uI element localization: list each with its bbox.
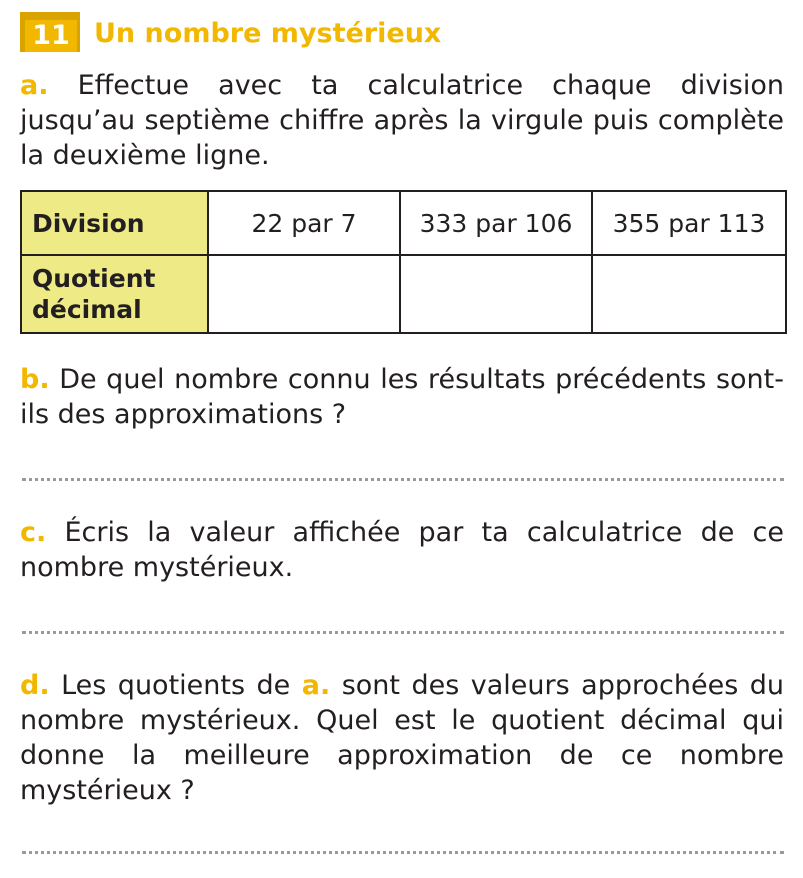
question-d-text-before: Les quotients de xyxy=(61,670,291,701)
row-header-quotient-line2: décimal xyxy=(32,295,142,324)
question-c-letter: c. xyxy=(20,517,47,548)
question-c-text: Écris la valeur affichée par ta calculatrice de ce nombre mystérieux. xyxy=(20,517,784,583)
question-b xyxy=(20,362,784,432)
question-b-letter: b. xyxy=(20,364,50,395)
question-d-letter: d. xyxy=(20,670,50,701)
question-d xyxy=(20,668,784,808)
quotient-answer-cell[interactable] xyxy=(592,255,786,333)
table-row-quotient xyxy=(21,255,786,333)
answer-line-d[interactable] xyxy=(22,851,784,854)
question-d-reference: a. xyxy=(301,670,331,701)
exercise-title: Un nombre mystérieux xyxy=(94,18,442,49)
division-cell: 355 par 113 xyxy=(592,191,786,255)
row-header-quotient xyxy=(21,255,208,333)
question-c xyxy=(20,515,784,585)
division-cell: 333 par 106 xyxy=(400,191,592,255)
question-d-text-after: sont des valeurs approchées du nombre mystérieux. Quel est le quotient décimal qui donne la meilleure approximation de ce nombre mystérieux ? xyxy=(20,670,784,806)
division-cell: 22 par 7 xyxy=(208,191,400,255)
question-a-letter: a. xyxy=(20,70,49,101)
exercise-number-badge xyxy=(20,12,80,54)
question-b-text: De quel nombre connu les résultats précédents sont-ils des approximations ? xyxy=(20,364,784,430)
division-table xyxy=(20,190,787,334)
question-a xyxy=(20,68,784,173)
answer-line-c[interactable] xyxy=(22,631,784,634)
question-a-text: Effectue avec ta calculatrice chaque division jusqu’au septième chiffre après la virgule puis complète la deuxième ligne. xyxy=(20,70,784,171)
answer-line-b[interactable] xyxy=(22,478,784,481)
row-header-division: Division xyxy=(21,191,208,255)
row-header-quotient-line1: Quotient xyxy=(32,264,156,293)
quotient-answer-cell[interactable] xyxy=(208,255,400,333)
quotient-answer-cell[interactable] xyxy=(400,255,592,333)
table-row-division xyxy=(21,191,786,255)
exercise-number: 11 xyxy=(25,20,77,52)
